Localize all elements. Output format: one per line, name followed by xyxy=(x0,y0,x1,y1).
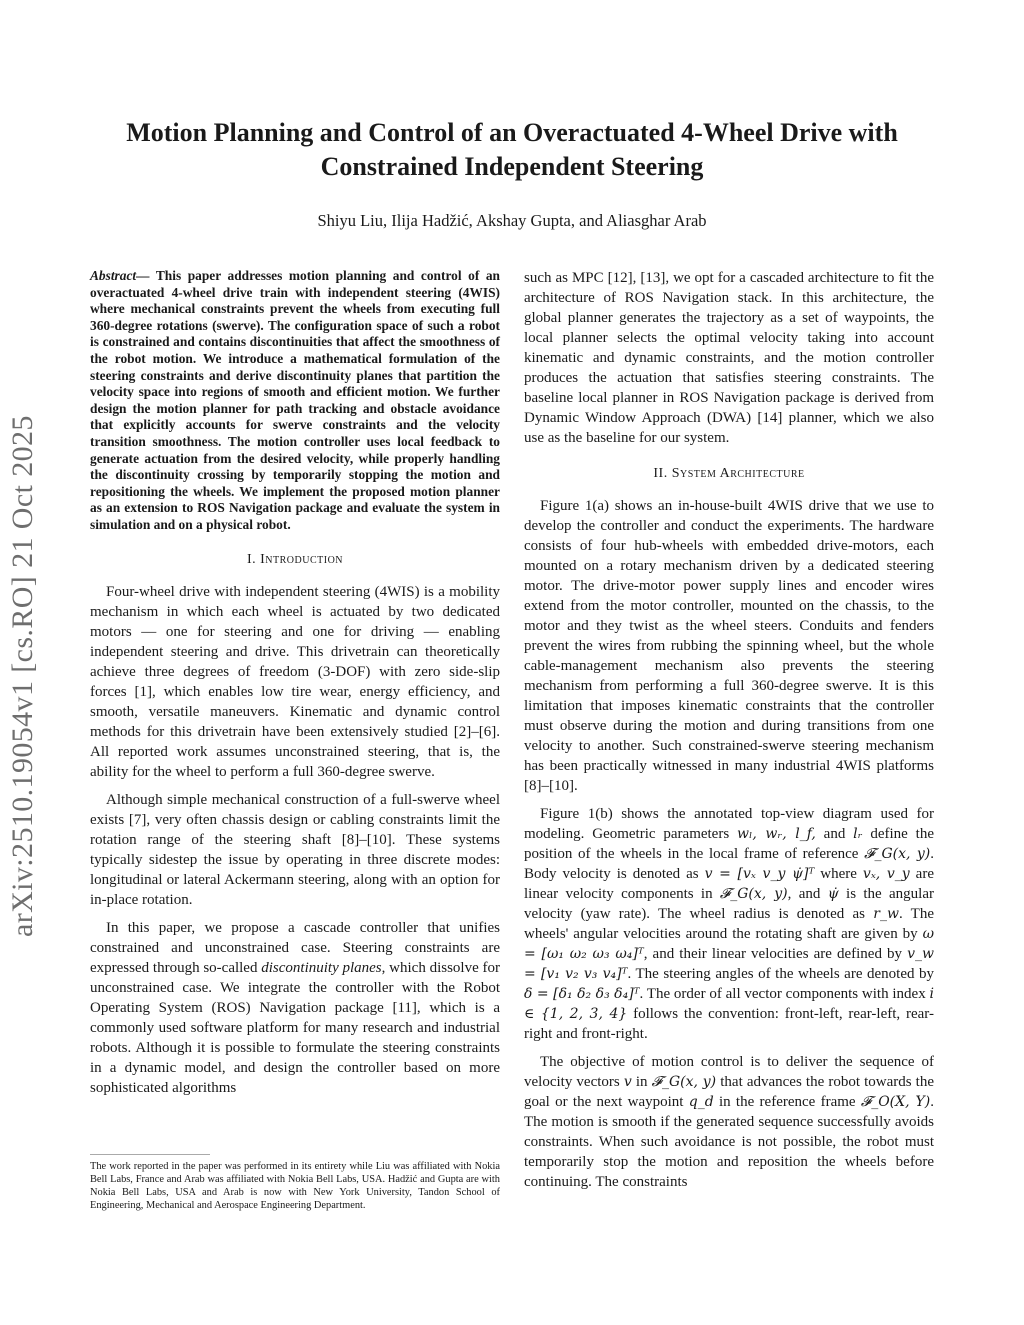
math-index-set: i ∈ {1, 2, 3, 4} xyxy=(524,986,934,1022)
text-run: in the reference frame xyxy=(713,1094,861,1110)
architecture-paragraph-1: Figure 1(a) shows an in-house-built 4WIS drive that we use to develop the controller and conduct the experiments. The hardware consists of four hub-wheels with embedded drive-motors, each mounted on a rotary mechanism driven by a dedicated steering motor. The drive-motor power supply lines and encoder wires extend from the motor controller, mounted on the chassis, to the motor and they twist as the wheel steers. Conduits and fenders prevent the wires from rubbing the spinning wheel, but the whole cable-management mechanism also prevents the steering mechanism from performing a full 360-degree swerve. It is this limitation that imposes kinematic constraints that the controller must observe during the motion and during transitions from one velocity to another. Such constrained-swerve steering mechanism has been practically witnessed in many industrial 4WIS platforms [8]–[10]. xyxy=(524,498,934,794)
math-frame-o: 𝓕_O(X, Y) xyxy=(860,1094,931,1110)
intro-paragraph-2: Although simple mechanical construction of a full-swerve wheel exists [7], very often chassis design or cabling constraints limit the rotation range of the steering shaft [8]–[10]. These systems typically sidestep the issue by operating in three discrete modes: longitudinal or lateral Ackermann steering, along with an option for in-place rotation. xyxy=(90,791,500,908)
text-run: . The wheels' angular velocities around the rotating shaft are given by xyxy=(524,906,934,942)
math-body-velocity: v = [vₓ v_y ψ̇]ᵀ xyxy=(704,866,815,882)
math-lr: lᵣ xyxy=(853,826,863,842)
affiliation-footnote: The work reported in the paper was performed in its entirety while Liu was affiliated with Nokia Bell Labs, France and Arab was affiliated with Nokia Bell Labs, USA. Hadžić and Gupta are with Nokia Bell Labs, USA and Arab is now with New York University, Tandon School of Engineering, Mechanical and Aerospace Engineering Department. xyxy=(90,1161,500,1211)
text-run: follows the convention: front-left, rear-left, rear-right and front-right. xyxy=(524,1006,934,1042)
text-run: Figure 1(b) shows the annotated top-view diagram used for modeling. Geometric parameters xyxy=(524,806,934,842)
math-velocity-vector: v xyxy=(623,1074,632,1090)
math-omega: ω = [ω₁ ω₂ ω₃ ω₄]ᵀ xyxy=(524,926,934,962)
text-run: , and their linear velocities are defined by xyxy=(643,946,908,962)
footnote-divider xyxy=(90,1154,210,1155)
text-run: and xyxy=(815,826,854,842)
math-geometric-params: wₗ, wᵣ, l_f, xyxy=(737,826,816,842)
architecture-paragraph-2 xyxy=(524,804,934,1044)
paper-title xyxy=(80,116,944,184)
math-waypoint: q_d xyxy=(688,1094,714,1110)
intro-paragraph-1: Four-wheel drive with independent steering (4WIS) is a mobility mechanism in which each wheel is actuated by two dedicated motors — one for steering and one for driving — enabling independent steering and drive. This drivetrain can theoretically achieve three degrees of freedom (3-DOF) with zero side-slip forces [1], which enables low tire wear, energy efficiency, and smooth, versatile maneuvers. Kinematic and dynamic control methods for this drivetrain have been extensively studied [2]–[6]. All reported work assumes unconstrained steering, that is, the ability for the wheel to perform a full 360-degree swerve. xyxy=(90,583,500,780)
text-run: is the angular velocity (yaw rate). The wheel radius is denoted as xyxy=(524,886,934,922)
arxiv-identifier: arXiv:2510.19054v1 [cs.RO] 21 Oct 2025 xyxy=(6,415,39,937)
text-run: that advances the robot towards the goal or the next waypoint xyxy=(524,1074,935,1110)
math-yaw-rate: ψ̇ xyxy=(827,886,839,902)
abstract-lead: Abstract— xyxy=(90,268,150,283)
math-wheel-radius: r_w xyxy=(873,906,899,922)
text-run: where xyxy=(814,866,863,882)
math-frame-g: 𝓕_G(x, y) xyxy=(719,886,788,902)
author-list: Shiyu Liu, Ilija Hadžić, Akshay Gupta, and Aliasghar Arab xyxy=(317,211,707,230)
intro-paragraph-3 xyxy=(90,918,500,1098)
math-steering-angles: δ = [δ₁ δ₂ δ₃ δ₄]ᵀ xyxy=(524,986,640,1002)
title-line-1: Motion Planning and Control of an Overactuated 4-Wheel Drive with xyxy=(126,118,898,147)
text-run: . The order of all vector components with index xyxy=(639,986,930,1002)
math-wheel-velocities: v_w = [v₁ v₂ v₃ v₄]ᵀ xyxy=(524,946,935,982)
emphasis-discontinuity-planes: discontinuity planes xyxy=(261,959,382,976)
architecture-paragraph-3 xyxy=(524,1052,934,1192)
text-run: , which dissolve for unconstrained case. We integrate the controller with the Robot Operating System (ROS) Navigation package [11], which is a commonly used software platform for many research and industrial robots. Although it is possible to formulate the steering constraints in a dynamic model, and design the controller based on more sophisticated algorithms xyxy=(90,959,500,1096)
text-run: are linear velocity components in xyxy=(524,866,934,902)
right-column xyxy=(524,268,934,1200)
text-run: In this paper, we propose a cascade controller that unifies constrained and unconstrained case. Steering constraints are expressed through so-called xyxy=(90,919,500,976)
left-column xyxy=(90,268,500,1106)
text-run: , and xyxy=(787,886,828,902)
title-line-2: Constrained Independent Steering xyxy=(320,152,704,181)
text-run: . The steering angles of the wheels are denoted by xyxy=(627,966,934,982)
abstract xyxy=(90,268,500,534)
text-run: in xyxy=(631,1074,652,1090)
intro-paragraph-3-continued: such as MPC [12], [13], we opt for a cascaded architecture to fit the architecture of ROS Navigation stack. In this architecture, the global planner generates the trajectory as a set of waypoints, the local planner selects the optimal velocity taking into account kinematic and dynamic constraints, and the motion controller produces the actuation that satisfies steering constraints. The baseline local planner in ROS Navigation package is derived from Dynamic Window Approach (DWA) [14] planner, which we also use as the baseline for our system. xyxy=(524,270,934,446)
text-run: . Body velocity is denoted as xyxy=(524,846,934,882)
math-vx-vy: vₓ, v_y xyxy=(862,866,910,882)
text-run: . The motion is smooth if the generated sequence successfully avoids constraints. When such avoidance is not possible, the robot must temporarily stop the motion and reposition the wheels before continuing. The constraints xyxy=(524,1094,935,1190)
math-frame-g: 𝓕_G(x, y) xyxy=(651,1074,717,1090)
text-run: The objective of motion control is to deliver the sequence of velocity vectors xyxy=(524,1054,934,1090)
math-frame-g: 𝓕_G(x, y) xyxy=(864,846,931,862)
abstract-text: This paper addresses motion planning and control of an overactuated 4-wheel drive train with independent steering (4WIS) where mechanical constraints prevent the wheels from executing full 360-degree rotations (swerve). The configuration space of such a robot is constrained and contains discontinuities that affect the smoothness of the robot motion. We introduce a mathematical formulation of the steering constraints and derive discontinuity planes that partition the velocity space into regions of smooth and efficient motion. We further design the motion planner for path tracking and obstacle avoidance that explicitly accounts for swerve constraints and the velocity transition smoothness. The motion controller uses local feedback to generate actuation from the desired velocity, while properly handling the discontinuity crossing by temporarily stopping the motion and repositioning the wheels. We implement the proposed motion planner as an extension to ROS Navigation package and evaluate the system in simulation and on a physical robot. xyxy=(90,268,500,532)
section-heading-system-architecture: II. System Architecture xyxy=(653,466,805,481)
text-run: define the position of the wheels in the local frame of reference xyxy=(524,826,934,862)
section-heading-introduction: I. Introduction xyxy=(246,551,344,567)
